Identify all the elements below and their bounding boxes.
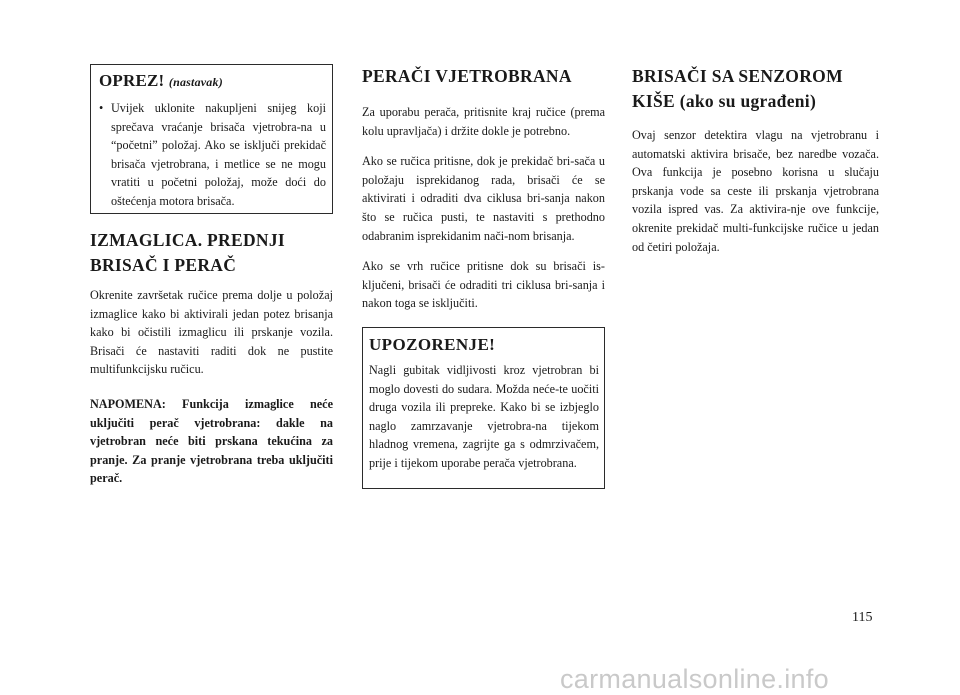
left-column [90,64,333,488]
rain-heading-line2: KIŠE (ako su ugrađeni) [632,91,817,111]
mist-heading-line2: BRISAČ I PERAČ [90,255,237,275]
page-number: 115 [852,610,873,625]
right-column [632,64,879,256]
caution-title [99,71,326,91]
warning-box [362,327,605,489]
mist-heading-line1: IZMAGLICA. PREDNJI [90,230,285,250]
rain-heading [632,64,879,114]
warning-title: UPOZORENJE! [369,334,496,354]
caution-subtitle: (nastavak) [168,75,223,89]
mist-heading [90,228,333,278]
mist-paragraph: Okrenite završetak ručice prema dolje u položaj izmaglice kako bi aktivirali jedan potez brisanja kako bi očistili izmaglicu ili prskanje vozila. Brisači će nastaviti raditi dok ne pustite multifunkcijsku ručicu. [90,288,333,377]
caution-bullet [99,99,326,211]
washer-heading: PERAČI VJETROBRANA [362,66,572,86]
washer-paragraph-2: Ako se ručica pritisne, dok je prekidač bri-sača u položaju isprekidanog rada, brisači će se aktivirati i odraditi dva ciklusa bri-sanja nakon što se ručica pusti, te nastaviti s prethodno odabranim isprekidanim nači-nom brisanja. [362,154,605,243]
rain-paragraph: Ovaj senzor detektira vlagu na vjetrobranu i automatski aktivira brisače, bez naredbe vozača. Ova funkcija je posebno korisna u slučaju prskanja vode sa ceste ili prskanja vjetrobrana vozila ispred vas. Za aktivira-nje ove funkcije, okrenite prekidač multi-funkcijske ručice u jedan od četiri položaja. [632,128,879,254]
bullet-icon: • [99,101,104,115]
warning-text: Nagli gubitak vidljivosti kroz vjetrobran bi moglo dovesti do sudara. Možda neće-te uočiti druga vozila ili prepreke. Kako bi se izbjeglo naglo zamrzavanje vjetrobra-na tijekom hladnog vremena, zagrijte ga s odmrzivačem, prije i tijekom uporabe perača vjetrobrana. [369,362,599,470]
caution-bullet-text: Uvijek uklonite nakupljeni snijeg koji sprečava vraćanje brisača vjetrobra-na u “početni” položaj. Ako se isključi prekidač brisača vjetrobrana, i metlice se ne mogu vratiti u početni položaj, može doći do oštećenja motora brisača. [111,101,326,208]
rain-heading-line1: BRISAČI SA SENZOROM [632,66,843,86]
washer-paragraph-1: Za uporabu perača, pritisnite kraj ručice (prema kolu upravljača) i držite dokle je potrebno. [362,105,605,138]
caution-box [90,64,333,214]
washer-paragraph-3: Ako se vrh ručice pritisne dok su brisači is-ključeni, brisači će odraditi tri ciklusa bri-sanja i nakon toga se isključiti. [362,259,605,311]
caution-title-text: OPREZ! [99,71,165,90]
watermark: carmanualsonline.info [560,664,829,694]
mist-note: NAPOMENA: Funkcija izmaglice neće uključiti perač vjetrobrana: dakle na vjetrobran neće biti prskana tekućina za pranje. Za pranje vjetrobrana treba uključiti perač. [90,396,333,486]
middle-column [362,64,605,489]
